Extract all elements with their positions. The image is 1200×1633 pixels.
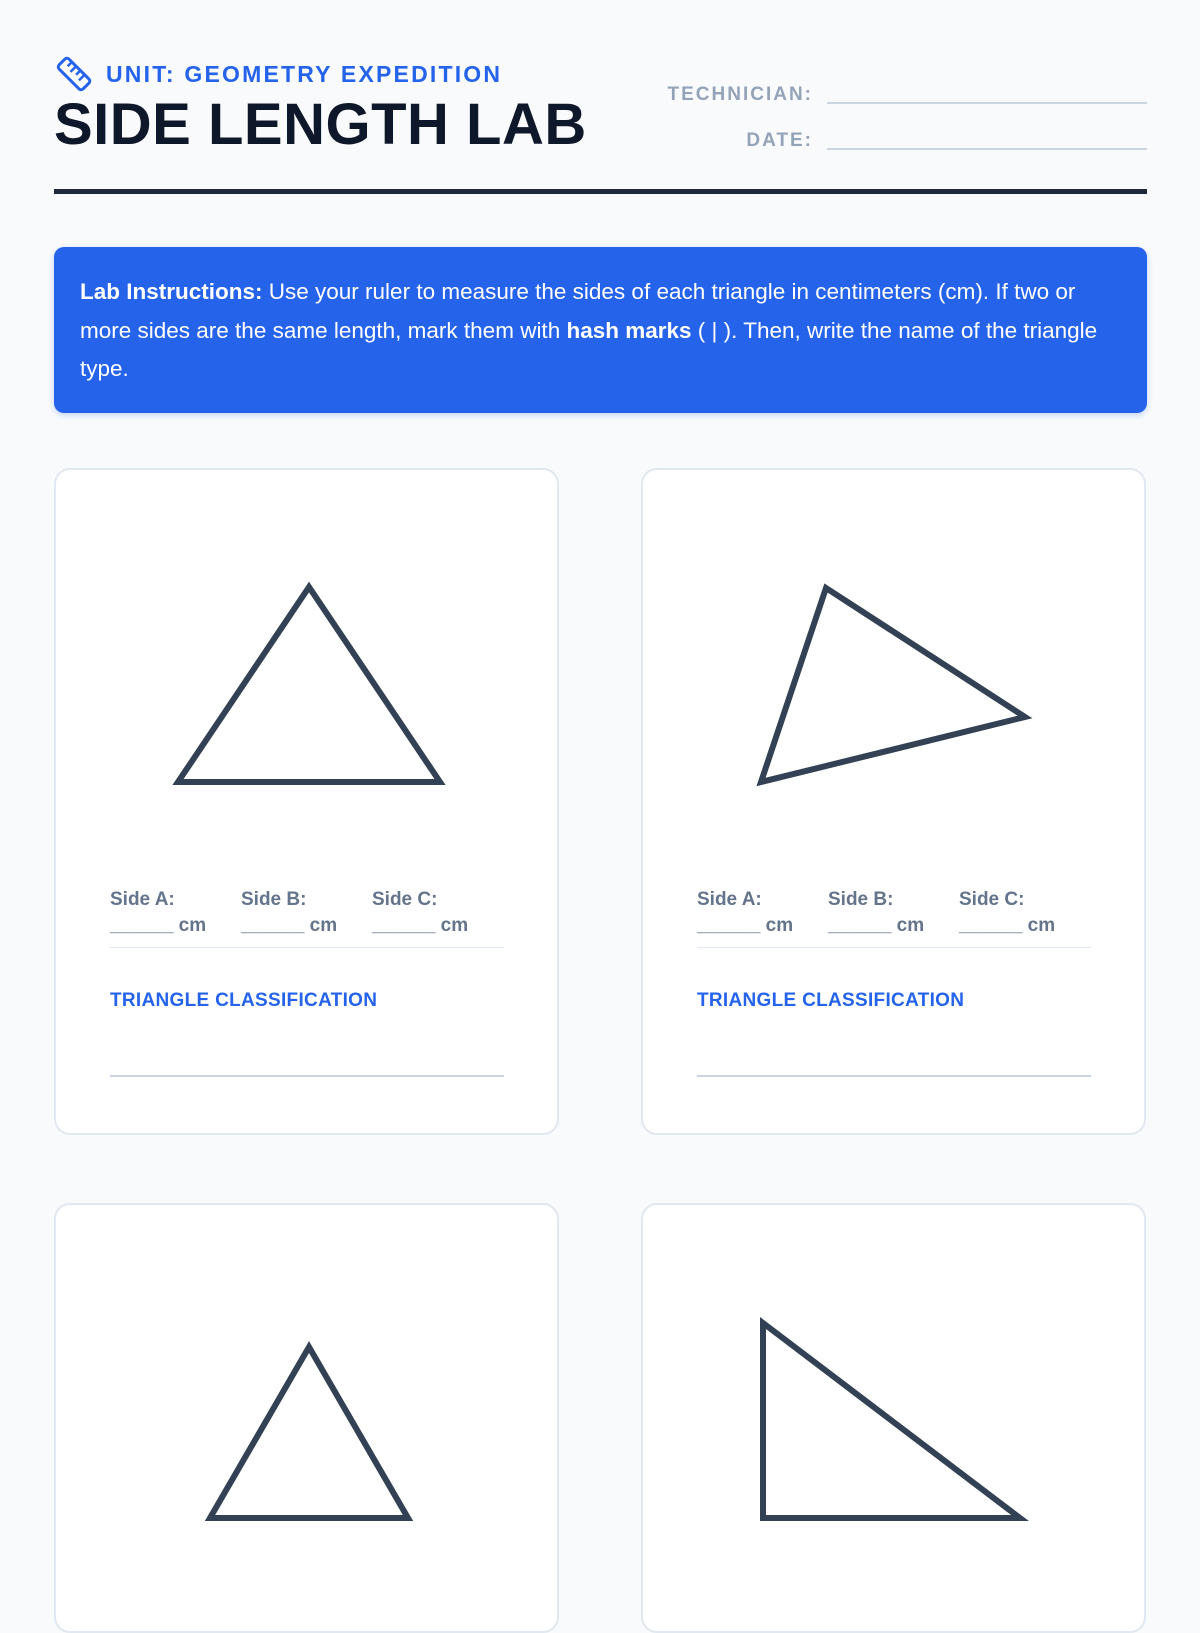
worksheet-page <box>54 0 1147 1011</box>
date-row <box>746 130 1147 152</box>
triangle-shape-2 <box>643 470 1148 870</box>
side-b-field[interactable]: Side B: ______ cm <box>828 889 925 936</box>
triangle-shape-4 <box>643 1205 1148 1605</box>
classification-label: TRIANGLE CLASSIFICATION <box>110 990 378 1011</box>
side-c-field[interactable]: Side C: ______ cm <box>959 889 1056 936</box>
side-a-field[interactable]: Side A: ______ cm <box>110 889 207 936</box>
date-field[interactable] <box>827 148 1147 150</box>
triangle-card-2 <box>641 468 1146 1135</box>
unit-label: UNIT: GEOMETRY EXPEDITION <box>106 60 503 87</box>
side-measurements <box>110 887 504 948</box>
classification-answer-field[interactable] <box>697 1075 1091 1077</box>
instructions-emphasis: hash marks <box>566 317 692 343</box>
worksheet-header <box>54 0 1147 194</box>
technician-label: TECHNICIAN: <box>667 84 813 105</box>
triangle-shape-1 <box>56 470 561 870</box>
date-label: DATE: <box>746 130 813 151</box>
ruler-icon <box>54 54 94 94</box>
triangle-card-3 <box>54 1203 559 1633</box>
triangle-card-1 <box>54 468 559 1135</box>
triangle-card-4 <box>641 1203 1146 1633</box>
lab-instructions <box>54 247 1147 413</box>
unit-label-row <box>54 54 502 94</box>
classification-answer-field[interactable] <box>110 1075 504 1077</box>
technician-row <box>668 84 1148 106</box>
triangle-shape-3 <box>56 1205 561 1605</box>
side-a-field[interactable]: Side A: ______ cm <box>697 889 794 936</box>
side-b-field[interactable]: Side B: ______ cm <box>241 889 338 936</box>
instructions-text-1: Use your ruler to measure the sides of each triangle in centimeters (cm). If two or more sides are the same length, mark them with <box>80 279 1076 343</box>
instructions-lead: Lab Instructions: <box>80 279 263 304</box>
classification-label: TRIANGLE CLASSIFICATION <box>697 990 965 1011</box>
page-title: SIDE LENGTH LAB <box>54 92 587 157</box>
side-measurements <box>697 887 1091 948</box>
side-c-field[interactable]: Side C: ______ cm <box>372 889 469 936</box>
technician-field[interactable] <box>827 102 1147 104</box>
instructions-text-2: ( | ). Then, write the name of the triangle type. <box>80 317 1098 381</box>
